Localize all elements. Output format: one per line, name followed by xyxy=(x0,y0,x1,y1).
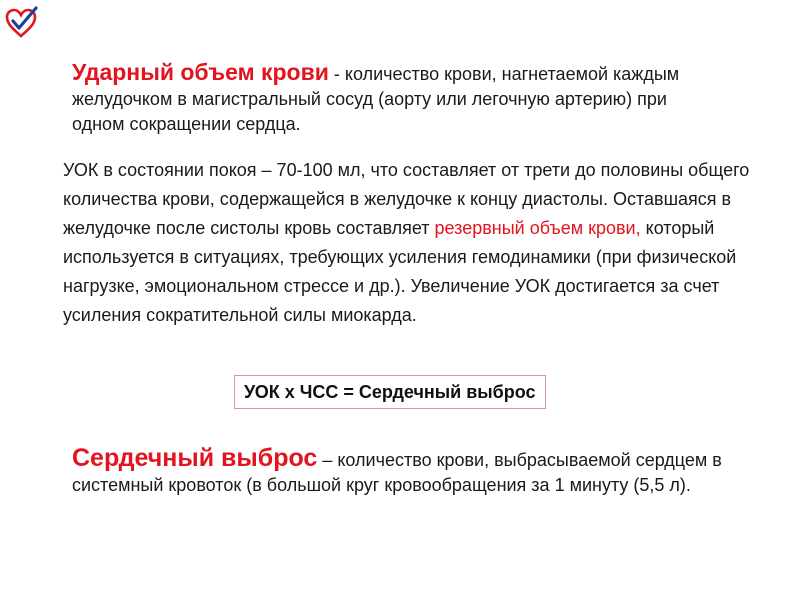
paragraph-part1: УОК в состоянии покоя – 70-100 мл, что составляет от трети до половины общего количества крови, содержащейся в желудочке к концу диастолы. Оставшаяся в желудочке после систолы кровь составляет xyxy=(63,160,750,238)
stroke-volume-paragraph xyxy=(63,156,763,330)
cardiac-output-formula: УОК х ЧСС = Сердечный выброс xyxy=(234,375,546,409)
cardiac-output-definition xyxy=(72,446,722,498)
cardiac-output-text: – количество крови, выбрасываемой сердцем в системный кровоток (в большой круг кровообращения за 1 минуту (5,5 л). xyxy=(72,450,722,495)
heart-check-icon xyxy=(4,6,38,40)
stroke-volume-text: - количество крови, нагнетаемой каждым желудочком в магистральный сосуд (аорту или легочную артерию) при одном сокращении сердца. xyxy=(72,64,680,134)
stroke-volume-term: Ударный объем крови xyxy=(72,59,329,85)
reserve-volume-highlight: резервный объем крови, xyxy=(434,218,641,238)
stroke-volume-definition xyxy=(72,60,722,137)
paragraph-part2: который используется в ситуациях, требующих усиления гемодинамики (при физической нагрузке, эмоциональном стрессе и др.). Увеличение УОК достигается за счет усиления сократительной силы миокарда. xyxy=(63,218,737,325)
cardiac-output-term: Сердечный выброс xyxy=(72,444,318,472)
